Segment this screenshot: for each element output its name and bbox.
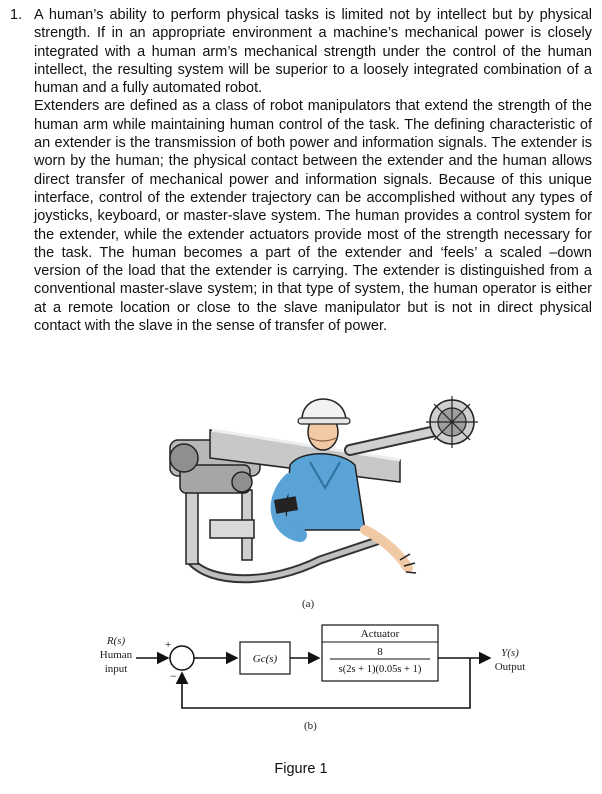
caption-b: (b) [304,720,317,732]
figure-1 [0,370,602,794]
input-label-line2: input [104,663,128,675]
question-number: 1. [10,7,23,23]
controller-label: Gc(s) [252,653,278,665]
summing-junction [170,646,194,670]
output-signal-label: Y(s) [501,647,519,659]
figure-title: Figure 1 [274,761,328,777]
input-label-line1: Human [99,649,133,661]
paragraph-intro: A human’s ability to perform physical tasks is limited not by intellect but by physical strength. If in an appropriate environment a machine’s mechanical power is closely integrated with a human arm’s mechanical strength under the control of the human intellect, the resulting system will be superior to a loosely integrated combination of a human and a fully automated robot. [34,7,592,97]
actuator-title: Actuator [360,628,400,640]
caption-a: (a) [302,598,315,610]
extender-illustration [150,370,480,590]
input-signal-label: R(s) [106,635,126,647]
question-1 [10,6,592,335]
paragraph-extenders: Extenders are defined as a class of robot manipulators that extend the strength of the human arm while maintaining human control of the task. The defining characteristic of an extender is the transmission of both power and information signals. The extender is worn by the human; the physical contact between the extender and the human allows direct transfer of mechanical power and information signals. Because of this unique interface, control of the extender trajectory can be accomplished without any types of joysticks, keyboard, or master-slave system. The human provides a control system for the extender, while the extender actuators provide most of the strength necessary for the task. The human becomes a part of the extender and ‘feels’ a scaled –down version of the load that the extender is carrying. The extender is distinguished from a conventional master-slave system; in that type of system, the human operator is either at a remote location or close to the slave manipulator but is not in direct physical contact with the slave in the sense of transfer of power. [34,98,592,335]
minus-sign: − [170,669,177,683]
block-diagram [0,618,602,728]
tf-numerator: 8 [377,646,383,658]
plus-sign: + [165,639,172,651]
output-label: Output [494,661,526,673]
tf-denominator: s(2s + 1)(0.05s + 1) [338,664,422,675]
